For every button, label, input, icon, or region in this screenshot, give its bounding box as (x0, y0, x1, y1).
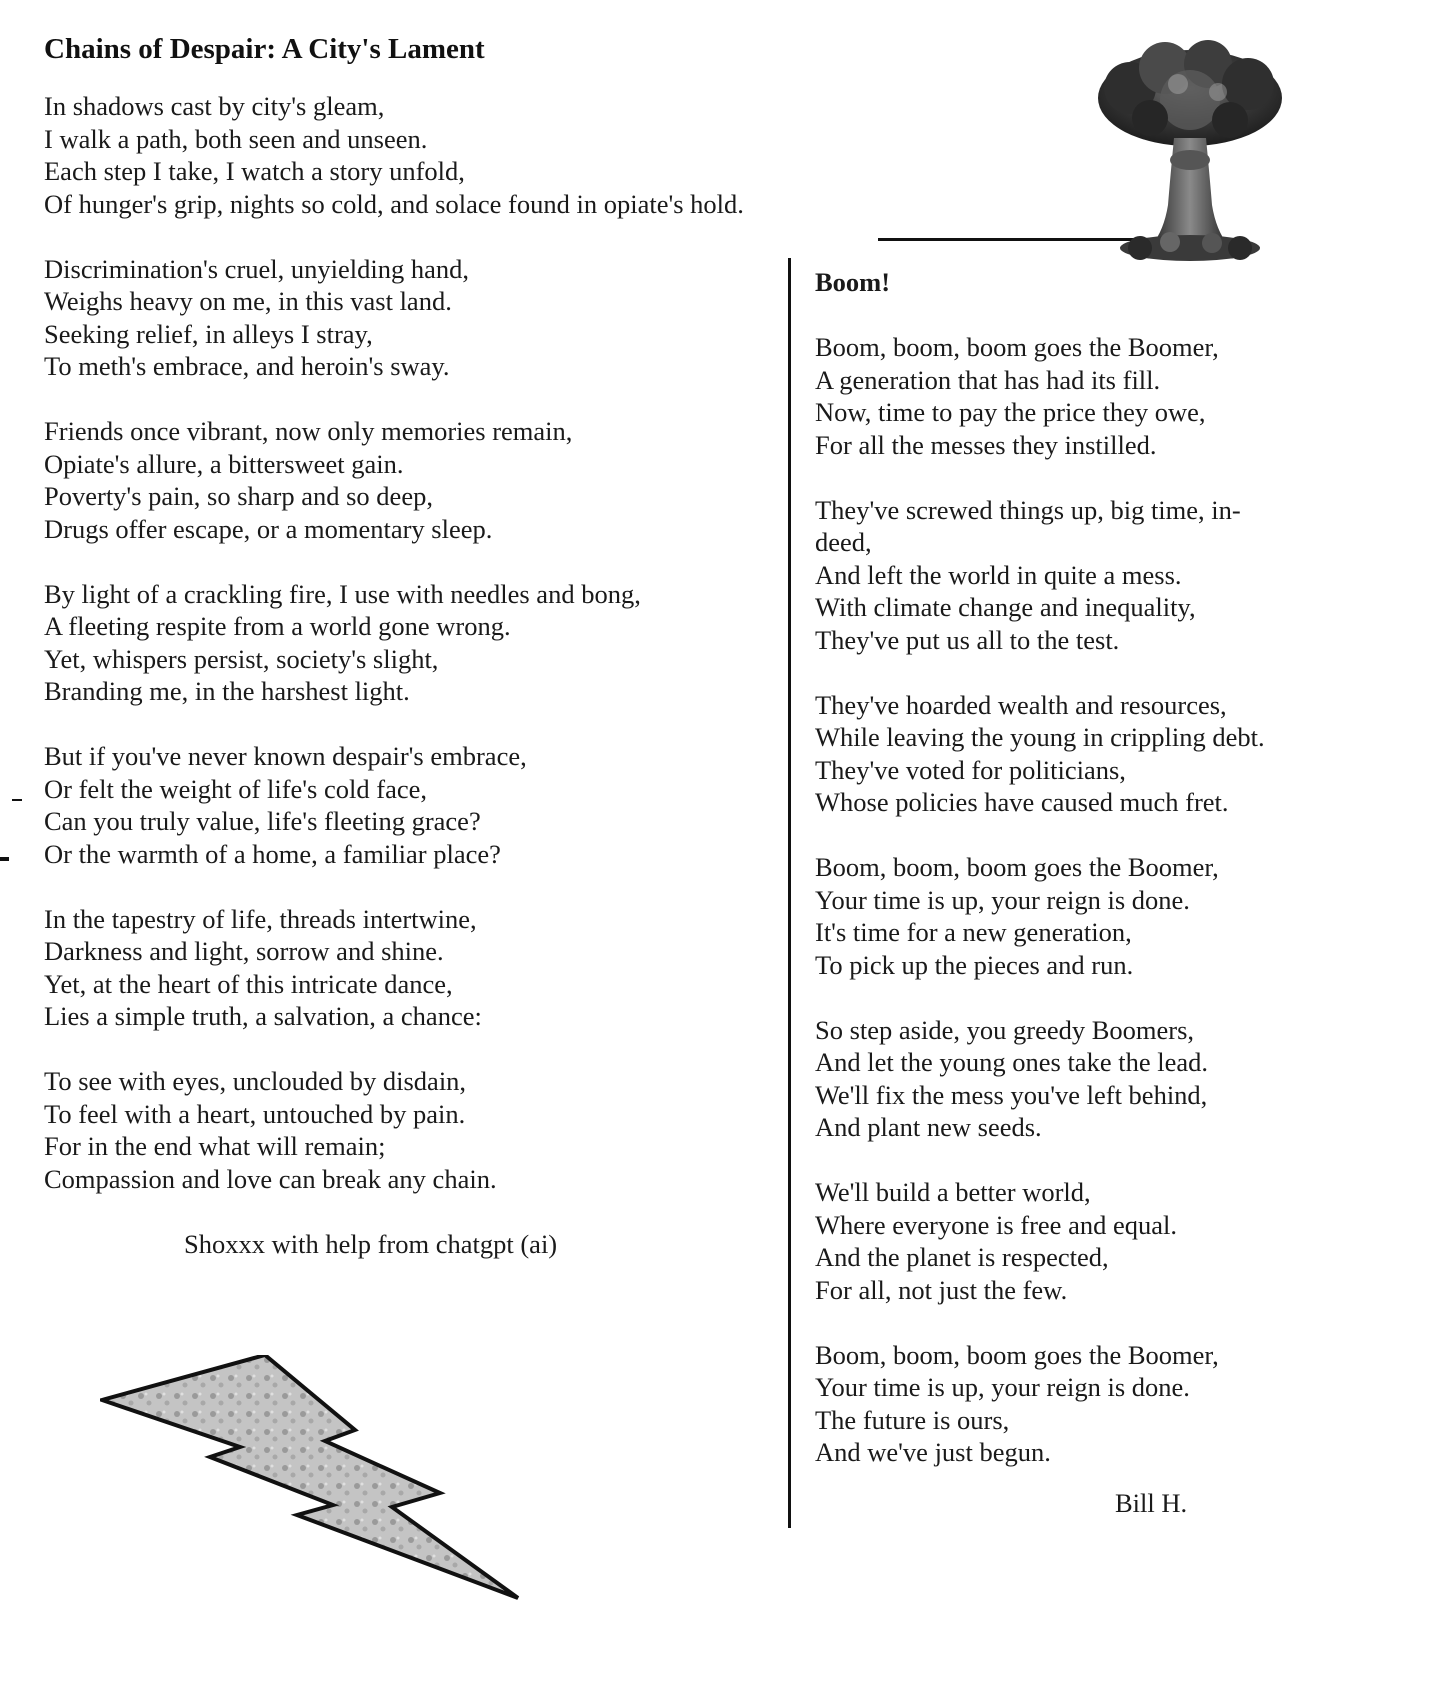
poem-line: For all the messes they instilled. (815, 429, 1157, 460)
poem-line: Boom, boom, boom goes the Boomer, (815, 852, 1219, 882)
left-stanza-4 (44, 578, 804, 708)
poem-line: Yet, at the heart of this intricate dance, (44, 968, 453, 999)
poem-line: In shadows cast by city's gleam, (44, 91, 385, 121)
poem-line: In the tapestry of life, threads intertwine, (44, 903, 477, 934)
right-stanza-2 (815, 494, 1375, 657)
poem-line: Or the warmth of a home, a familiar place? (44, 838, 501, 869)
poem-line: Yet, whispers persist, society's slight, (44, 643, 439, 674)
poem-line: Where everyone is free and equal. (815, 1209, 1177, 1240)
poem-line: Darkness and light, sorrow and shine. (44, 936, 444, 966)
poem-line: They've hoarded wealth and resources, (815, 689, 1227, 720)
right-poem-title: Boom! (815, 267, 891, 297)
left-poem (44, 30, 804, 1260)
poem-line: And we've just begun. (815, 1437, 1051, 1467)
poem-line: To pick up the pieces and run. (815, 949, 1134, 980)
poem-line: deed, (815, 527, 872, 557)
right-stanza-1 (815, 331, 1375, 461)
poem-line: A generation that has had its fill. (815, 364, 1161, 395)
poem-line: By light of a crackling fire, I use with needles and bong, (44, 578, 641, 609)
poem-line: Branding me, in the harshest light. (44, 676, 410, 706)
poem-line: The future is ours, (815, 1404, 1010, 1435)
left-stanza-6 (44, 903, 804, 1033)
poem-line: To see with eyes, unclouded by disdain, (44, 1066, 467, 1096)
poem-line: Opiate's allure, a bittersweet gain. (44, 448, 404, 479)
poem-line: Each step I take, I watch a story unfold, (44, 156, 465, 186)
poem-line: Boom, boom, boom goes the Boomer, (815, 1339, 1219, 1370)
poem-line: I walk a path, both seen and unseen. (44, 123, 428, 154)
right-stanza-7 (815, 1339, 1375, 1469)
right-stanza-3 (815, 689, 1375, 819)
margin-mark (0, 857, 9, 861)
poem-line: Drugs offer escape, or a momentary sleep. (44, 513, 493, 544)
poem-line: Friends once vibrant, now only memories remain, (44, 416, 573, 446)
poem-line: Poverty's pain, so sharp and so deep, (44, 481, 433, 511)
poem-line: With climate change and inequality, (815, 592, 1196, 622)
poem-line: They've screwed things up, big time, in- (815, 494, 1241, 525)
poem-line: They've put us all to the test. (815, 624, 1120, 655)
poem-line: Seeking relief, in alleys I stray, (44, 318, 373, 349)
poem-line: And let the young ones take the lead. (815, 1047, 1208, 1077)
poem-line: For all, not just the few. (815, 1274, 1068, 1305)
poem-line: For in the end what will remain; (44, 1131, 386, 1161)
margin-mark (12, 799, 22, 801)
poem-line: And plant new seeds. (815, 1112, 1042, 1142)
poem-line: To meth's embrace, and heroin's sway. (44, 351, 450, 381)
poem-line: We'll fix the mess you've left behind, (815, 1079, 1208, 1110)
left-stanza-3 (44, 415, 804, 545)
poem-line: Your time is up, your reign is done. (815, 1372, 1190, 1402)
mushroom-cloud-icon (1090, 40, 1290, 265)
right-stanza-4 (815, 851, 1375, 981)
left-stanza-5 (44, 740, 804, 870)
poem-line: Can you truly value, life's fleeting grace? (44, 806, 481, 836)
right-poem (815, 266, 1375, 1519)
poem-line: Your time is up, your reign is done. (815, 884, 1190, 915)
poem-line: Now, time to pay the price they owe, (815, 397, 1206, 427)
left-poem-title: Chains of Despair: A City's Lament (44, 33, 485, 65)
poem-line: It's time for a new generation, (815, 917, 1132, 947)
poem-line: So step aside, you greedy Boomers, (815, 1014, 1195, 1045)
poem-line: We'll build a better world, (815, 1177, 1091, 1207)
poem-line: Whose policies have caused much fret. (815, 787, 1229, 817)
right-stanza-5 (815, 1014, 1375, 1144)
poem-line: But if you've never known despair's embrace, (44, 741, 527, 771)
poem-line: Or felt the weight of life's cold face, (44, 773, 427, 804)
poem-line: Boom, boom, boom goes the Boomer, (815, 332, 1219, 362)
lightning-bolt-icon (100, 1355, 565, 1625)
poem-line: They've voted for politicians, (815, 754, 1126, 785)
poem-line: To feel with a heart, untouched by pain. (44, 1098, 466, 1129)
poem-line: Compassion and love can break any chain. (44, 1163, 497, 1194)
poem-line: Lies a simple truth, a salvation, a chance: (44, 1001, 482, 1031)
right-stanza-6 (815, 1176, 1375, 1306)
poem-line: Discrimination's cruel, unyielding hand, (44, 253, 470, 284)
poem-line: While leaving the young in crippling debt. (815, 722, 1265, 752)
poem-line: Of hunger's grip, nights so cold, and solace found in opiate's hold. (44, 188, 744, 219)
left-poem-signature: Shoxxx with help from chatgpt (ai) (184, 1228, 558, 1259)
poem-line: Weighs heavy on me, in this vast land. (44, 286, 452, 316)
poem-line: A fleeting respite from a world gone wrong. (44, 611, 511, 641)
vertical-divider (788, 258, 791, 1528)
poem-line: And the planet is respected, (815, 1242, 1109, 1272)
left-stanza-2 (44, 253, 804, 383)
left-stanza-7 (44, 1065, 804, 1195)
poem-line: And left the world in quite a mess. (815, 559, 1182, 590)
left-stanza-1 (44, 90, 804, 220)
right-poem-signature: Bill H. (1115, 1487, 1188, 1518)
